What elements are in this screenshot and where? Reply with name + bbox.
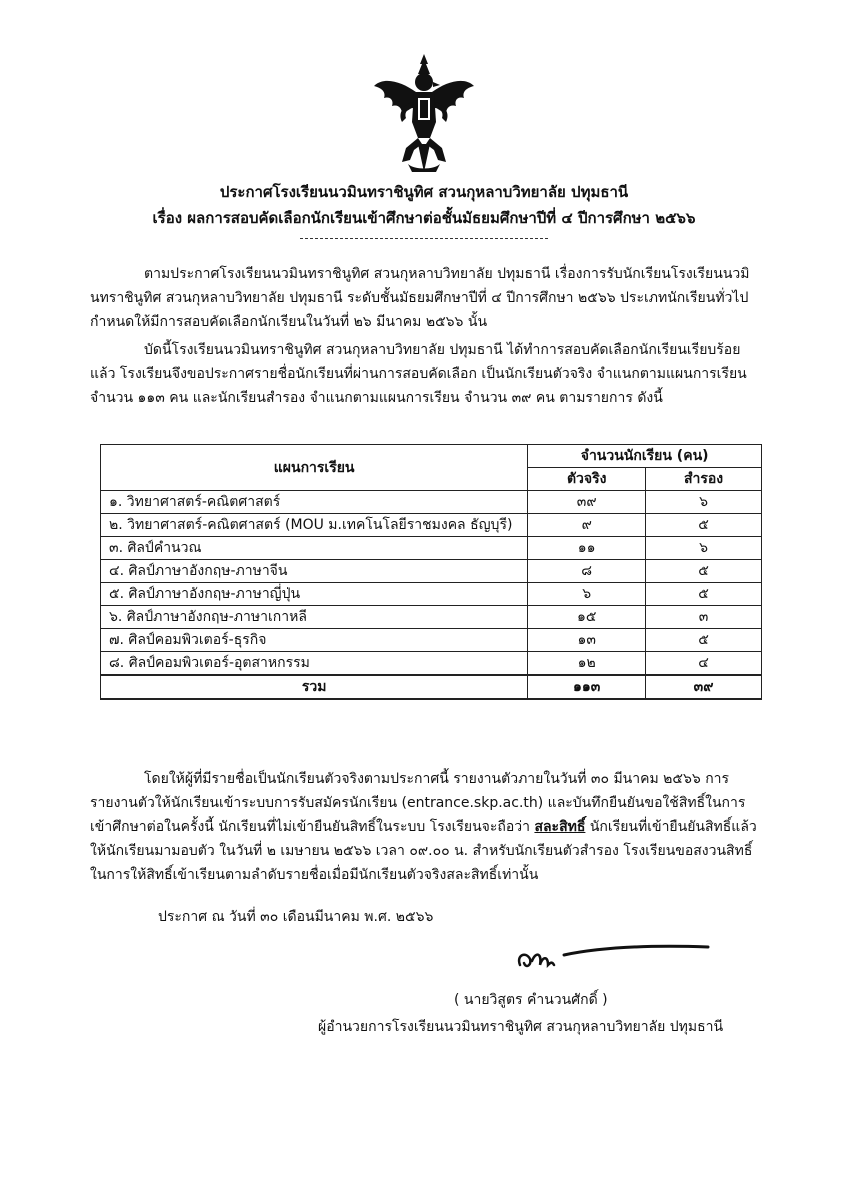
main-count: ๘	[528, 560, 646, 583]
plan-name: ๒. วิทยาศาสตร์-คณิตศาสตร์ (MOU ม.เทคโนโลยีราชมงคล ธัญบุรี)	[101, 514, 528, 537]
announcement-date: ประกาศ ณ วันที่ ๓๐ เดือนมีนาคม พ.ศ. ๒๕๖๖	[158, 909, 434, 925]
column-header-main: ตัวจริง	[528, 468, 646, 491]
column-header-reserve: สำรอง	[646, 468, 762, 491]
signer-name: ( นายวิสูตร คำนวนศักดิ์ )	[454, 992, 608, 1008]
main-count: ๑๒	[528, 652, 646, 676]
handwritten-signature	[512, 935, 712, 975]
plan-name: ๕. ศิลป์ภาษาอังกฤษ-ภาษาญี่ปุ่น	[101, 583, 528, 606]
table-row	[101, 583, 762, 606]
main-count: ๑๑	[528, 537, 646, 560]
plan-name: ๔. ศิลป์ภาษาอังกฤษ-ภาษาจีน	[101, 560, 528, 583]
plan-name: ๖. ศิลป์ภาษาอังกฤษ-ภาษาเกาหลี	[101, 606, 528, 629]
intro-paragraph: ตามประกาศโรงเรียนนวมินทราชินูทิศ สวนกุหลาบวิทยาลัย ปทุมธานี เรื่องการรับนักเรียนโรงเรียนนวมินทราชินูทิศ สวนกุหลาบวิทยาลัย ปทุมธานี ระดับชั้นมัธยมศึกษาปีที่ ๔ ปีการศึกษา ๒๕๖๖ ประเภทนักเรียนทั่วไป กำหนดให้มีการสอบคัดเลือกนักเรียนในวันที่ ๒๖ มีนาคม ๒๕๖๖ นั้น	[90, 266, 750, 330]
table-row	[101, 606, 762, 629]
main-count: ๑๓	[528, 629, 646, 652]
main-count: ๖	[528, 583, 646, 606]
reserve-count: ๕	[646, 583, 762, 606]
total-main-count: ๑๑๓	[528, 675, 646, 699]
instruction-text-a: โดยให้ผู้ที่มีรายชื่อเป็นนักเรียนตัวจริงตามประกาศนี้ รายงานตัวภายในวันที่ ๓๐ มีนาคม ๒๕๖๖ การรายงานตัวให้นักเรียนเข้าระบบการรับสมัครนักเรียน (entrance.skp.ac.th) และบันทึกยืนยันขอใช้สิทธิ์ในการเข้าศึกษาต่อในครั้งนี้ นักเรียนที่ไม่เข้ายืนยันสิทธิ์ในระบบ โรงเรียนจะถือว่า	[90, 771, 746, 835]
table-row	[101, 560, 762, 583]
reserve-count: ๕	[646, 629, 762, 652]
column-header-count: จำนวนนักเรียน (คน)	[528, 445, 762, 468]
signer-position: ผู้อำนวยการโรงเรียนนวมินทราชินูทิศ สวนกุหลาบวิทยาลัย ปทุมธานี	[318, 1019, 724, 1035]
instruction-paragraph	[90, 767, 758, 887]
admission-table	[100, 444, 762, 700]
reserve-count: ๕	[646, 514, 762, 537]
table-total-row	[101, 675, 762, 699]
plan-name: ๗. ศิลป์คอมพิวเตอร์-ธุรกิจ	[101, 629, 528, 652]
total-reserve-count: ๓๙	[646, 675, 762, 699]
result-paragraph: บัดนี้โรงเรียนนวมินทราชินูทิศ สวนกุหลาบวิทยาลัย ปทุมธานี ได้ทำการสอบคัดเลือกนักเรียนเรียบร้อยแล้ว โรงเรียนจึงขอประกาศรายชื่อนักเรียนที่ผ่านการสอบคัดเลือก เป็นนักเรียนตัวจริง จำแนกตามแผนการเรียน จำนวน ๑๑๓ คน และนักเรียนสำรอง จำแนกตามแผนการเรียน จำนวน ๓๙ คน ตามรายการ ดังนี้	[90, 342, 747, 406]
main-count: ๑๕	[528, 606, 646, 629]
reserve-count: ๖	[646, 491, 762, 514]
table-row	[101, 652, 762, 676]
garuda-emblem-icon	[372, 52, 476, 174]
main-count: ๙	[528, 514, 646, 537]
plan-name: ๓. ศิลป์คำนวณ	[101, 537, 528, 560]
table-row	[101, 491, 762, 514]
reserve-count: ๕	[646, 560, 762, 583]
table-row	[101, 629, 762, 652]
main-count: ๓๙	[528, 491, 646, 514]
instruction-text-b: นักเรียนที่เข้ายืนยันสิทธิ์แล้วให้นักเรียนมามอบตัว ในวันที่ ๒ เมษายน ๒๕๖๖ เวลา ๐๙.๐๐ น. สำหรับนักเรียนตัวสำรอง โรงเรียนขอสงวนสิทธิ์ในการให้สิทธิ์เข้าเรียนตามลำดับรายชื่อเมื่อมีนักเรียนตัวจริงสละสิทธิ์เท่านั้น	[90, 819, 757, 883]
table-row	[101, 537, 762, 560]
document-title: ประกาศโรงเรียนนวมินทราชินูทิศ สวนกุหลาบวิทยาลัย ปทุมธานี	[219, 183, 629, 201]
plan-name: ๑. วิทยาศาสตร์-คณิตศาสตร์	[101, 491, 528, 514]
title-divider	[300, 238, 548, 239]
reserve-count: ๔	[646, 652, 762, 676]
document-subject: เรื่อง ผลการสอบคัดเลือกนักเรียนเข้าศึกษาต่อชั้นมัธยมศึกษาปีที่ ๔ ปีการศึกษา ๒๕๖๖	[152, 209, 696, 227]
table-row	[101, 514, 762, 537]
plan-name: ๘. ศิลป์คอมพิวเตอร์-อุตสาหกรรม	[101, 652, 528, 676]
reserve-count: ๓	[646, 606, 762, 629]
column-header-plan: แผนการเรียน	[101, 445, 528, 491]
table-header-row	[101, 445, 762, 468]
forfeit-term: สละสิทธิ์	[534, 819, 586, 835]
reserve-count: ๖	[646, 537, 762, 560]
total-label: รวม	[101, 675, 528, 699]
